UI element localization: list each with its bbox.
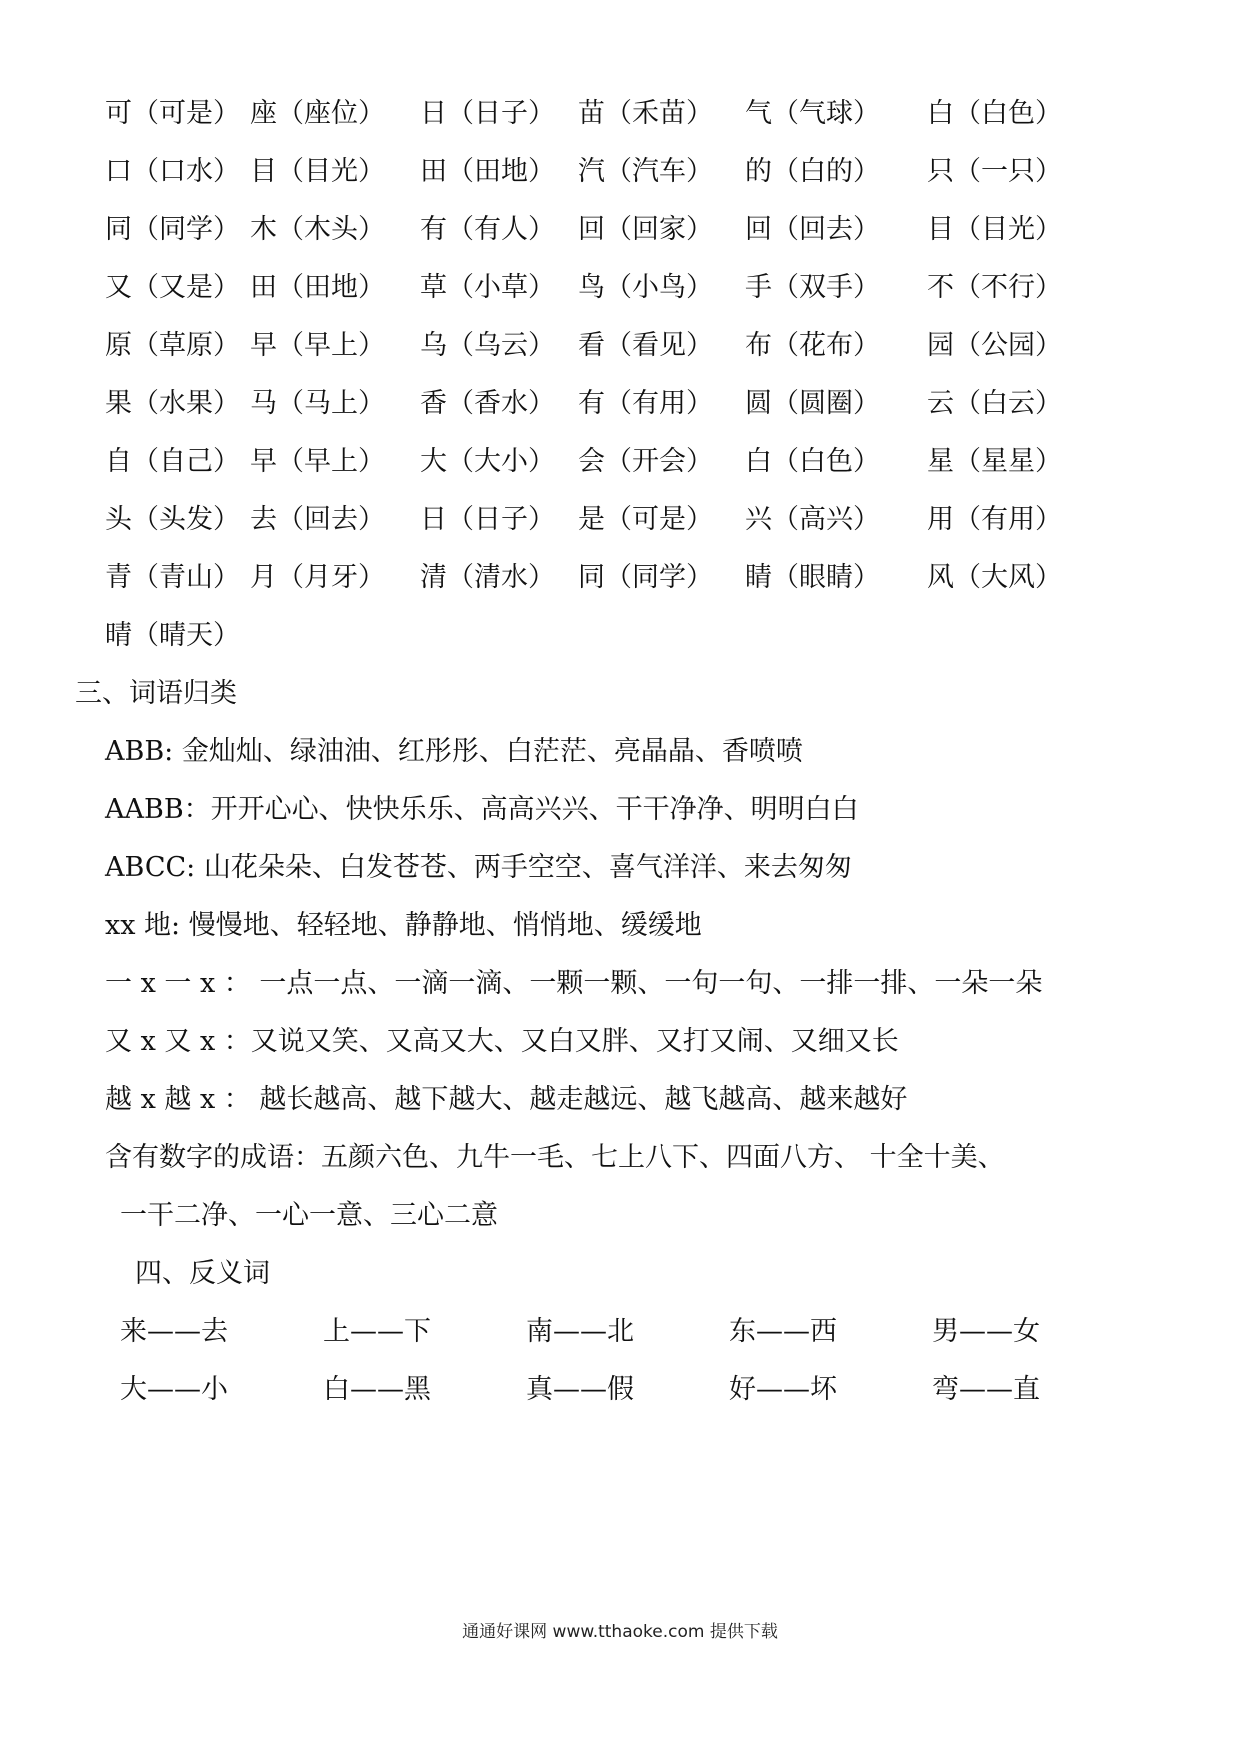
category-line-xxdi: xx 地: 慢慢地、轻轻地、静静地、悄悄地、缓缓地 xyxy=(105,910,702,941)
word-grid-row xyxy=(105,386,1205,446)
category-line-you-x-you-x: 又 x 又 x ：又说又笑、又高又大、又白又胖、又打又闹、又细又长 xyxy=(105,1026,899,1057)
antonym-pair: 来——去 xyxy=(120,1316,228,1347)
antonym-pair: 真——假 xyxy=(526,1374,634,1405)
word-cell: 同（同学） xyxy=(578,562,713,593)
word-cell: 乌（乌云） xyxy=(420,330,555,361)
antonym-pair: 东——西 xyxy=(729,1316,837,1347)
word-cell: 云（白云） xyxy=(927,388,1062,419)
word-cell: 口（口水） xyxy=(105,156,240,187)
word-cell: 马（马上） xyxy=(250,388,385,419)
section4-heading: 四、反义词 xyxy=(135,1258,270,1289)
word-cell: 目（目光） xyxy=(927,214,1062,245)
word-cell: 头（头发） xyxy=(105,504,240,535)
category-line-yue-x-yue-x: 越 x 越 x ： 越长越高、越下越大、越走越远、越飞越高、越来越好 xyxy=(105,1084,908,1115)
word-cell: 睛（眼睛） xyxy=(745,562,880,593)
word-cell: 园（公园） xyxy=(927,330,1062,361)
word-cell: 圆（圆圈） xyxy=(745,388,880,419)
antonym-pair: 白——黑 xyxy=(323,1374,431,1405)
category-line-number-idioms-cont: 一干二净、一心一意、三心二意 xyxy=(120,1200,498,1231)
word-cell: 只（一只） xyxy=(927,156,1062,187)
word-cell: 汽（汽车） xyxy=(578,156,713,187)
word-cell: 果（水果） xyxy=(105,388,240,419)
word-cell: 原（草原） xyxy=(105,330,240,361)
section3-heading: 三、词语归类 xyxy=(75,678,237,709)
word-cell: 白（白色） xyxy=(745,446,880,477)
word-cell: 风（大风） xyxy=(927,562,1062,593)
word-cell: 苗（禾苗） xyxy=(578,98,713,129)
word-grid-row xyxy=(105,560,1205,620)
word-cell: 回（回去） xyxy=(745,214,880,245)
word-cell: 田（田地） xyxy=(420,156,555,187)
word-cell: 又（又是） xyxy=(105,272,240,303)
footer-text: 通通好课网 www.tthaoke.com 提供下载 xyxy=(462,1622,778,1642)
word-cell: 会（开会） xyxy=(578,446,713,477)
antonym-pair: 好——坏 xyxy=(729,1374,837,1405)
word-cell: 清（清水） xyxy=(420,562,555,593)
word-cell: 早（早上） xyxy=(250,446,385,477)
antonym-pair: 弯——直 xyxy=(932,1374,1040,1405)
word-grid-row xyxy=(105,328,1205,388)
word-cell: 有（有人） xyxy=(420,214,555,245)
word-cell: 气（气球） xyxy=(745,98,880,129)
antonym-pair: 男——女 xyxy=(932,1316,1040,1347)
word-cell: 回（回家） xyxy=(578,214,713,245)
word-grid-row xyxy=(105,96,1205,156)
word-cell: 早（早上） xyxy=(250,330,385,361)
word-cell: 去（回去） xyxy=(250,504,385,535)
word-cell: 晴（晴天） xyxy=(105,620,240,651)
word-cell: 木（木头） xyxy=(250,214,385,245)
word-cell: 大（大小） xyxy=(420,446,555,477)
word-cell: 田（田地） xyxy=(250,272,385,303)
word-cell: 月（月牙） xyxy=(250,562,385,593)
word-grid-row xyxy=(105,444,1205,504)
antonym-pair: 南——北 xyxy=(526,1316,634,1347)
word-cell: 可（可是） xyxy=(105,98,240,129)
word-cell: 兴（高兴） xyxy=(745,504,880,535)
word-cell: 布（花布） xyxy=(745,330,880,361)
category-line-aabb: AABB：开开心心、快快乐乐、高高兴兴、干干净净、明明白白 xyxy=(105,794,859,825)
category-line-abcc: ABCC: 山花朵朵、白发苍苍、两手空空、喜气洋洋、来去匆匆 xyxy=(105,852,852,883)
word-cell: 自（自己） xyxy=(105,446,240,477)
category-line-abb: ABB: 金灿灿、绿油油、红彤彤、白茫茫、亮晶晶、香喷喷 xyxy=(105,736,803,767)
word-cell: 白（白色） xyxy=(927,98,1062,129)
word-grid-row xyxy=(105,212,1205,272)
word-cell: 是（可是） xyxy=(578,504,713,535)
antonym-pair: 上——下 xyxy=(323,1316,431,1347)
word-cell: 手（双手） xyxy=(745,272,880,303)
category-line-number-idioms: 含有数字的成语：五颜六色、九牛一毛、七上八下、四面八方、 十全十美、 xyxy=(105,1142,1005,1173)
word-cell: 看（看见） xyxy=(578,330,713,361)
word-cell: 的（白的） xyxy=(745,156,880,187)
word-cell: 目（目光） xyxy=(250,156,385,187)
category-line-yi-x-yi-x: 一 x 一 x ： 一点一点、一滴一滴、一颗一颗、一句一句、一排一排、一朵一朵 xyxy=(105,968,1043,999)
word-cell: 星（星星） xyxy=(927,446,1062,477)
word-cell: 日（日子） xyxy=(420,98,555,129)
word-cell: 座（座位） xyxy=(250,98,385,129)
word-cell: 不（不行） xyxy=(927,272,1062,303)
word-cell: 用（有用） xyxy=(927,504,1062,535)
word-cell: 草（小草） xyxy=(420,272,555,303)
word-cell: 有（有用） xyxy=(578,388,713,419)
word-cell: 同（同学） xyxy=(105,214,240,245)
word-grid-row xyxy=(105,502,1205,562)
word-cell: 鸟（小鸟） xyxy=(578,272,713,303)
word-grid-row xyxy=(105,154,1205,214)
word-cell: 香（香水） xyxy=(420,388,555,419)
word-cell: 日（日子） xyxy=(420,504,555,535)
word-grid-row xyxy=(105,270,1205,330)
antonym-pair: 大——小 xyxy=(120,1374,228,1405)
word-cell: 青（青山） xyxy=(105,562,240,593)
word-grid-row xyxy=(105,618,1205,678)
